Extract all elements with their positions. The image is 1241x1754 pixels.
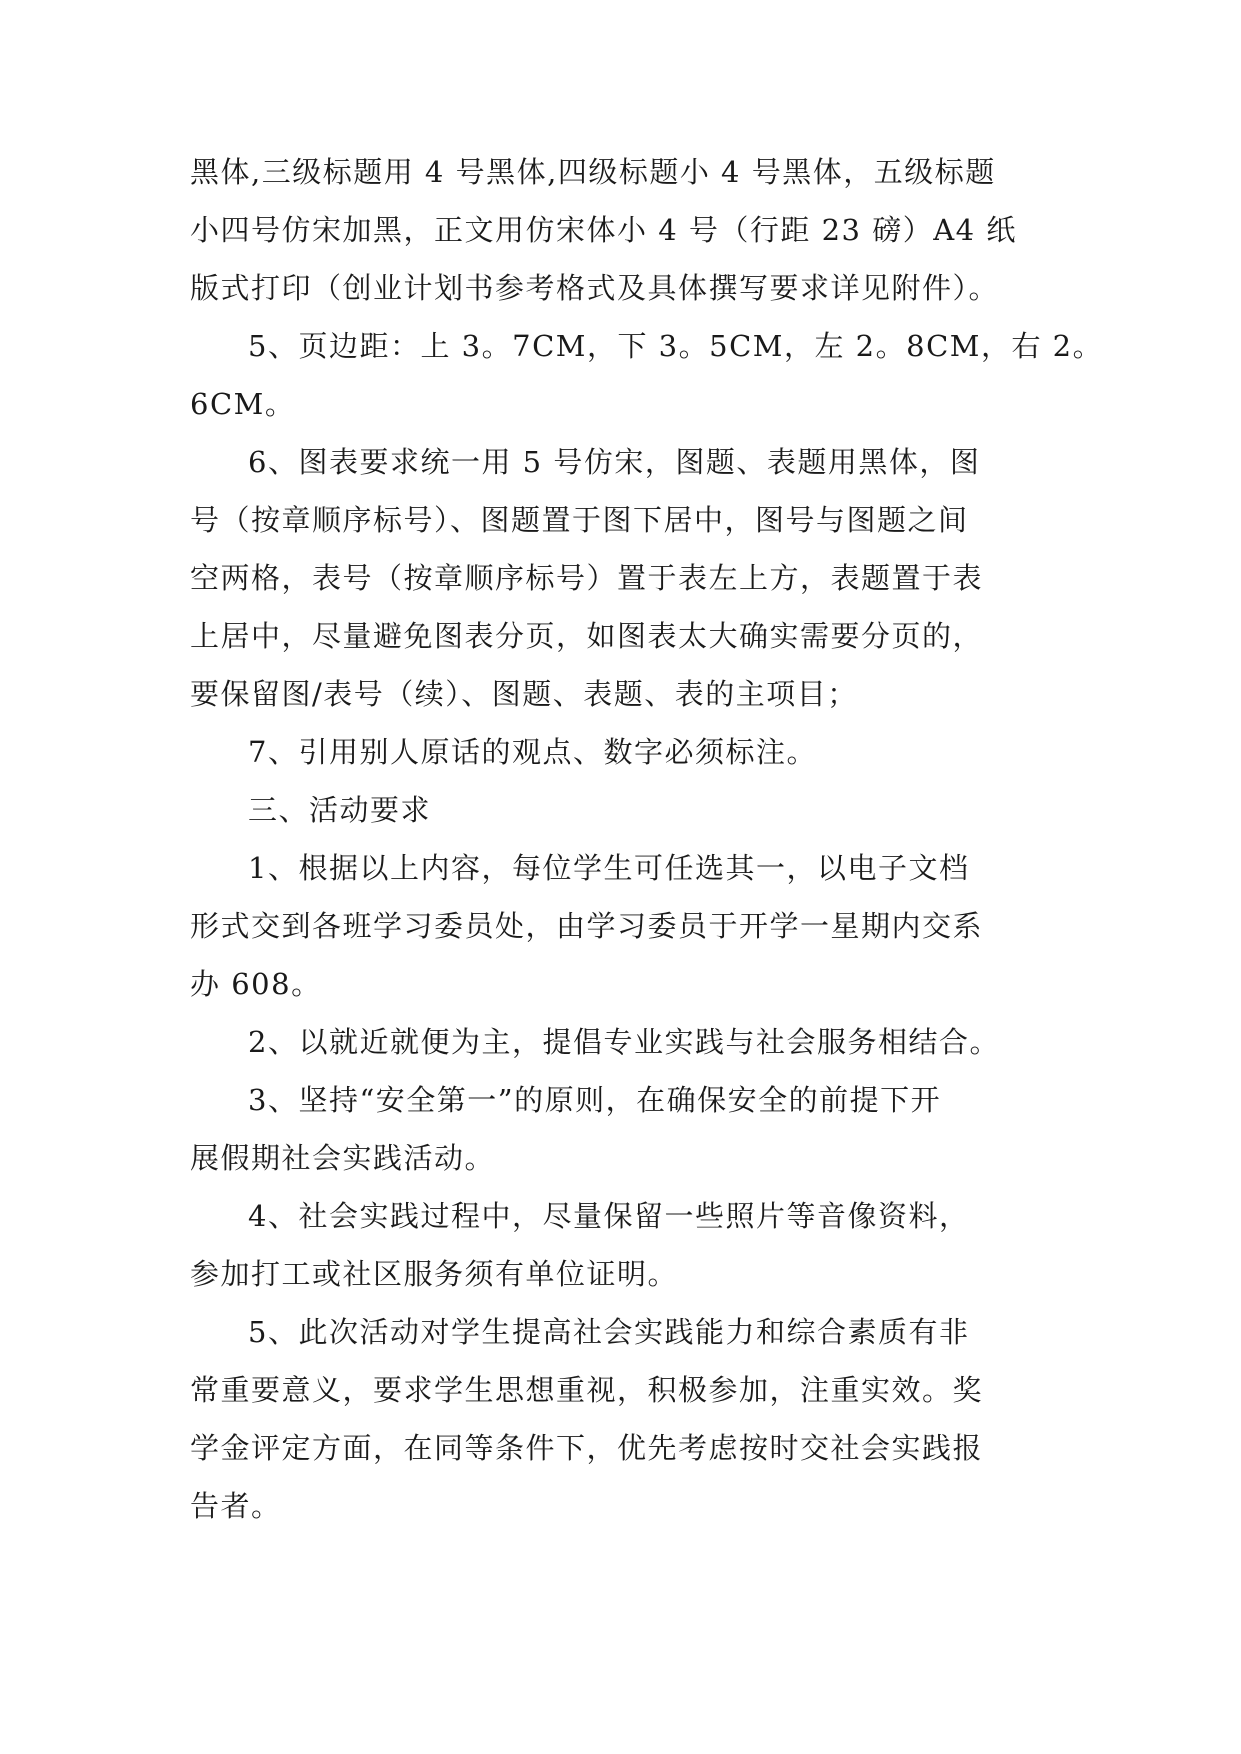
text-line: 形式交到各班学习委员处，由学习委员于开学一星期内交系 <box>190 909 984 943</box>
text-line: 空两格，表号（按章顺序标号）置于表左上方，表题置于表 <box>190 561 984 595</box>
text-line: 参加打工或社区服务须有单位证明。 <box>190 1257 679 1291</box>
text-line: 版式打印（创业计划书参考格式及具体撰写要求详见附件）。 <box>190 271 1000 305</box>
text-line: 黑体,三级标题用 4 号黑体,四级标题小 4 号黑体，五级标题 <box>190 155 996 189</box>
text-line: 2、以就近就便为主，提倡专业实践与社会服务相结合。 <box>248 1025 1000 1059</box>
text-line: 号（按章顺序标号）、图题置于图下居中，图号与图题之间 <box>190 503 969 537</box>
text-line: 6CM。 <box>190 387 296 421</box>
text-line: 小四号仿宋加黑，正文用仿宋体小 4 号（行距 23 磅）A4 纸 <box>190 213 1017 247</box>
text-line: 1、根据以上内容，每位学生可任选其一，以电子文档 <box>248 851 970 885</box>
text-line: 告者。 <box>190 1489 282 1523</box>
text-line: 上居中，尽量避免图表分页，如图表太大确实需要分页的， <box>190 619 984 653</box>
text-line: 常重要意义，要求学生思想重视，积极参加，注重实效。奖 <box>190 1373 984 1407</box>
text-line: 展假期社会实践活动。 <box>190 1141 496 1175</box>
text-line: 7、引用别人原话的观点、数字必须标注。 <box>248 735 817 769</box>
section-heading: 三、活动要求 <box>248 793 432 827</box>
text-line: 要保留图/表号（续）、图题、表题、表的主项目； <box>190 677 858 711</box>
text-line: 3、坚持“安全第一”的原则，在确保安全的前提下开 <box>248 1083 942 1117</box>
text-line: 学金评定方面，在同等条件下，优先考虑按时交社会实践报 <box>190 1431 984 1465</box>
text-line: 6、图表要求统一用 5 号仿宋，图题、表题用黑体，图 <box>248 445 981 479</box>
text-line: 5、页边距：上 3。7CM，下 3。5CM，左 2。8CM，右 2。 <box>248 329 1104 363</box>
text-line: 4、社会实践过程中，尽量保留一些照片等音像资料， <box>248 1199 970 1233</box>
text-line: 5、此次活动对学生提高社会实践能力和综合素质有非 <box>248 1315 970 1349</box>
text-line: 办 608。 <box>190 967 322 1001</box>
